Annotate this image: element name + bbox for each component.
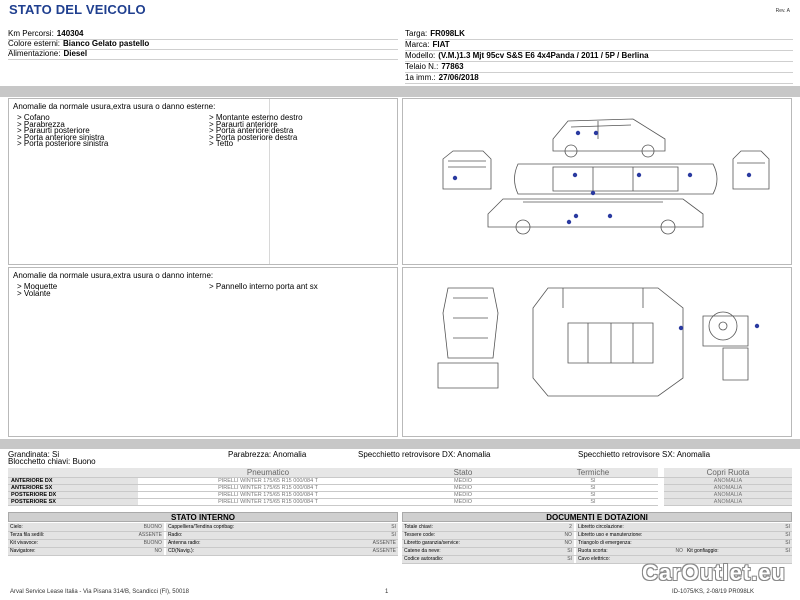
table-row (8, 492, 792, 499)
field-label: Kit gonfiaggio: (685, 547, 771, 555)
chassis-value: 77863 (441, 62, 464, 71)
tire-state: MEDIO (398, 499, 528, 506)
field-label: Catene da neve: (402, 547, 546, 555)
mirror-sx-status: Specchietto retrovisore SX: Anomalia (578, 450, 711, 459)
car-exterior-diagram (403, 99, 791, 264)
list-item: > Parabrezza (17, 119, 65, 129)
field-label: Radio: (166, 531, 333, 539)
field-label: Navigatore: (8, 547, 99, 555)
list-item: > Moquette (17, 282, 58, 291)
field-value: NO (657, 547, 685, 555)
tire-model: PIRELLI WINTER 175/65 R15 000/084 T (138, 478, 398, 485)
table-row (402, 539, 792, 547)
mirror-dx-status: Specchietto retrovisore DX: Anomalia (358, 450, 491, 459)
wheel-cover: ANOMALIA (664, 492, 792, 499)
tire-model: PIRELLI WINTER 175/65 R15 000/084 T (138, 499, 398, 506)
internal-diagram-panel (402, 267, 792, 437)
tire-position: ANTERIORE SX (8, 485, 138, 492)
table-header: Stato (398, 468, 528, 478)
table-row (8, 523, 398, 531)
list-item: > Paraurti anteriore (209, 119, 278, 129)
external-damage-list-1 (17, 115, 108, 148)
field-label: Libretto uso e manutenzione: (576, 531, 771, 539)
plate-value: FR098LK (430, 29, 465, 38)
field-value: SI (771, 547, 792, 555)
field-label: Totale chiavi: (402, 523, 546, 531)
fuel-label: Alimentazione: (8, 49, 61, 58)
external-damage-panel (8, 98, 398, 265)
field-value: SI (771, 531, 792, 539)
table-row (8, 531, 398, 539)
field-label: Kit vivavoce: (8, 539, 99, 547)
table-header: Copri Ruota (664, 468, 792, 478)
model-label: Modello: (405, 51, 436, 60)
field-label: Triangolo di emergenza: (576, 539, 771, 547)
tires-table (8, 468, 792, 506)
windshield-status: Parabrezza: Anomalia (228, 450, 307, 459)
internal-damage-heading: Anomalie da normale usura,extra usura o danno interne: (13, 271, 214, 280)
field-value: ASSENTE (333, 547, 398, 555)
wheel-cover: ANOMALIA (664, 485, 792, 492)
fuel-value: Diesel (63, 49, 88, 58)
km-label: Km Percorsi: (8, 29, 54, 38)
watermark-logo: CarOutlet.eu (641, 560, 786, 585)
table-header: Pneumatico (138, 468, 398, 478)
key-lock-status: Blocchetto chiavi: Buono (8, 457, 96, 466)
field-label: Antenna radio: (166, 539, 333, 547)
tire-model: PIRELLI WINTER 175/65 R15 000/084 T (138, 485, 398, 492)
tire-winter: SI (528, 492, 658, 499)
list-item: > Porta anteriore destra (209, 126, 294, 136)
internal-state-title: STATO INTERNO (8, 512, 398, 522)
list-item: > Tetto (209, 139, 234, 149)
field-value: 2 (546, 523, 574, 531)
list-item: > Porta anteriore sinistra (17, 132, 105, 142)
tire-winter: SI (528, 478, 658, 485)
table-header: Termiche (528, 468, 658, 478)
field-label: Tessere code: (402, 531, 546, 539)
field-value: SI (333, 523, 398, 531)
color-label: Colore esterni: (8, 39, 61, 48)
list-item: > Pannello interno porta ant sx (209, 282, 318, 291)
registration-label: 1a imm.: (405, 73, 436, 82)
km-value: 140304 (56, 29, 84, 38)
registration-row (405, 71, 793, 84)
tire-winter: SI (528, 485, 658, 492)
documents-table (402, 523, 792, 564)
field-value: SI (771, 539, 792, 547)
footer-page-number: 1 (385, 589, 389, 595)
external-damage-list-2 (209, 115, 303, 148)
tire-state: MEDIO (398, 485, 528, 492)
table-row (8, 485, 792, 492)
field-value: SI (333, 531, 398, 539)
field-value: SI (546, 555, 574, 563)
table-row (402, 531, 792, 539)
field-label: Ruota scorta: (576, 547, 657, 555)
page-title: STATO DEL VEICOLO (9, 2, 146, 17)
field-value: BUONO (99, 539, 164, 547)
tire-position: POSTERIORE DX (8, 492, 138, 499)
model-value: (V.M.)1.3 Mjt 95cv S&S E6 4x4Panda / 2011 / 5P / Berlina (438, 51, 649, 60)
field-label: Cielo: (8, 523, 99, 531)
section-divider (0, 86, 800, 97)
table-row (8, 478, 792, 485)
internal-state-table (8, 523, 398, 556)
tire-position: ANTERIORE DX (8, 478, 138, 485)
tire-state: MEDIO (398, 492, 528, 499)
plate-label: Targa: (405, 29, 428, 38)
hail-status: Grandinata: Si (8, 450, 60, 459)
brand-label: Marca: (405, 40, 430, 49)
wheel-cover: ANOMALIA (664, 499, 792, 506)
tire-model: PIRELLI WINTER 175/65 R15 000/084 T (138, 492, 398, 499)
table-row (8, 547, 398, 555)
tire-state: MEDIO (398, 478, 528, 485)
tire-position: POSTERIORE SX (8, 499, 138, 506)
footer-doc-code: ID-1075/KS, 2-08/19 PR098LK (672, 589, 755, 595)
field-label: Terza fila sedili: (8, 531, 99, 539)
list-item: > Volante (17, 288, 51, 298)
field-value: NO (99, 547, 164, 555)
field-label: Codice autoradio: (402, 555, 546, 563)
list-item: > Porta posteriore destra (209, 132, 298, 142)
internal-damage-list-2 (209, 284, 318, 291)
internal-damage-panel (8, 267, 398, 437)
field-label: Cavo elettrico: (576, 555, 771, 563)
internal-damage-list-1 (17, 284, 57, 297)
field-value: SI (546, 547, 574, 555)
table-row (402, 523, 792, 531)
field-value: SI (771, 523, 792, 531)
tire-winter: SI (528, 499, 658, 506)
list-item: > Paraurti posteriore (17, 126, 90, 136)
external-damage-heading: Anomalie da normale usura,extra usura o danno esterne: (13, 102, 216, 111)
field-value: NO (546, 539, 574, 547)
table-row (8, 539, 398, 547)
footer-company: Arval Service Lease Italia - Via Pisana 314/B, Scandicci (FI), 50018 (10, 589, 189, 595)
field-value: NO (546, 531, 574, 539)
field-label: Cappelliera/Tendina copribag: (166, 523, 333, 531)
field-value: ASSENTE (99, 531, 164, 539)
chassis-label: Telaio N.: (405, 62, 439, 71)
list-item: > Porta posteriore sinistra (17, 139, 109, 149)
color-value: Bianco Gelato pastello (63, 39, 150, 48)
table-row (402, 547, 792, 555)
documents-title: DOCUMENTI E DOTAZIONI (402, 512, 792, 522)
table-header-row (8, 468, 792, 478)
list-item: > Montante esterno destro (209, 113, 303, 122)
field-value: ASSENTE (333, 539, 398, 547)
fuel-row (8, 47, 398, 60)
summary-divider (0, 439, 800, 449)
wheel-cover: ANOMALIA (664, 478, 792, 485)
field-label: CD(Navig.): (166, 547, 333, 555)
registration-value: 27/06/2018 (438, 73, 479, 82)
external-diagram-panel (402, 98, 792, 265)
field-value: BUONO (99, 523, 164, 531)
field-label: Libretto garanzia/service: (402, 539, 546, 547)
table-row (8, 499, 792, 506)
field-label: Libretto circolazione: (576, 523, 771, 531)
brand-value: FIAT (432, 40, 450, 49)
list-item: > Cofano (17, 113, 50, 122)
table-header (8, 468, 138, 478)
car-interior-diagram (403, 268, 791, 436)
revision-label: Rev. A (775, 8, 790, 14)
